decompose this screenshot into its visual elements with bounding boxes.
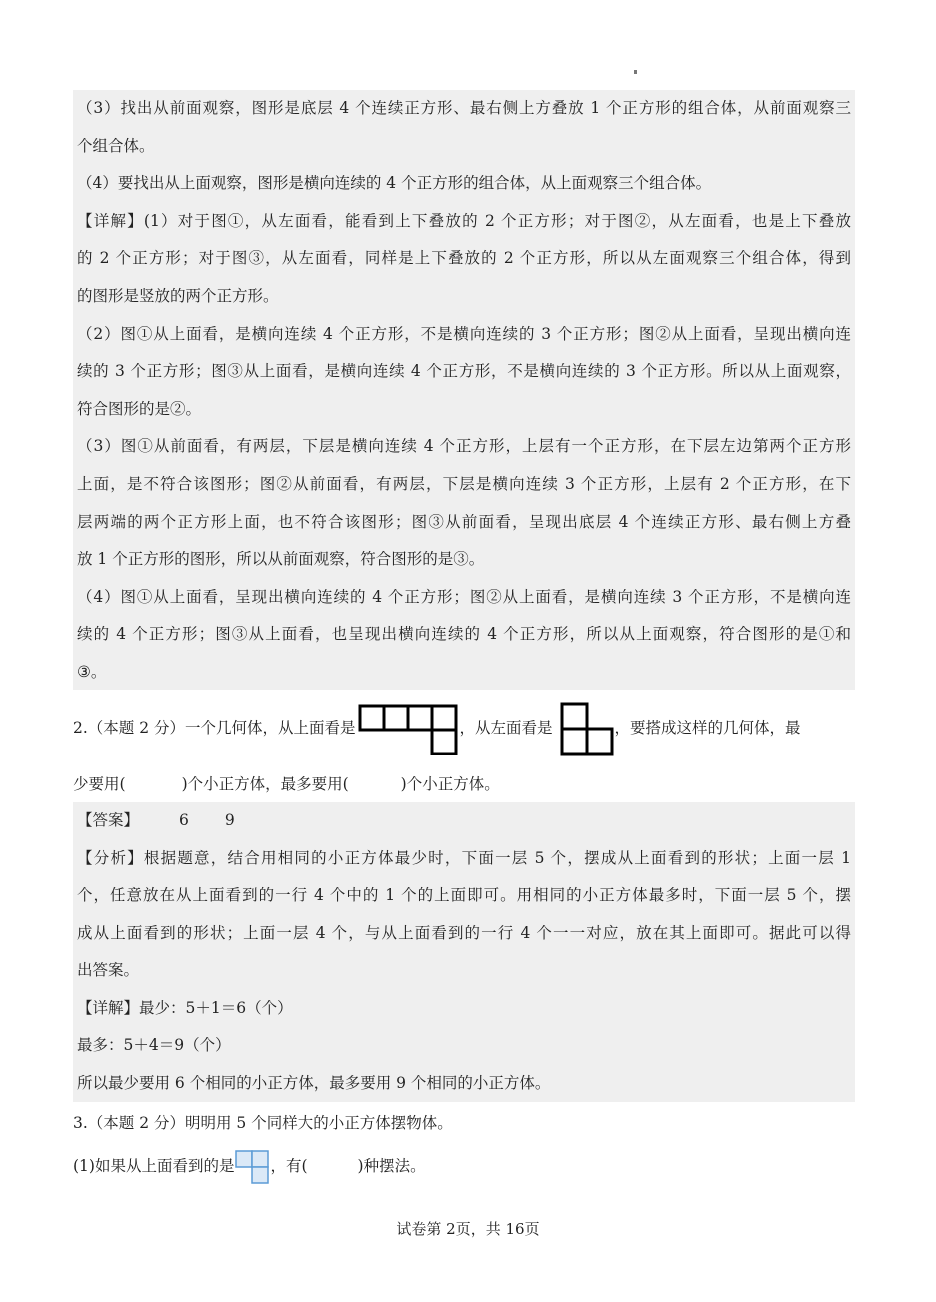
text-line: （4）图①从上面看，呈现出横向连续的 4 个正方形；图②从上面看，是横向连续 3 个正方形，不是横向连 [77,587,851,606]
text-line: 成从上面看到的形状；上面一层 4 个，与从上面看到的一行 4 个一一对应，放在其上面即可。据此可以得 [77,923,851,942]
text-line: 出答案。 [77,961,140,979]
text-line: 个组合体。 [77,136,155,155]
text-line: 【详解】最少：5＋1＝6（个） [77,998,293,1017]
question-2-text-d: 少要用( [73,775,126,793]
text-line: （3）找出从前面观察，图形是底层 4 个连续正方形、最右侧上方叠放 1 个正方形的组合体，从前面观察三 [77,99,851,117]
text-line: 最多：5＋4＝9（个） [77,1036,231,1054]
left-view-figure [559,701,615,757]
text-line: 续的 4 个正方形；图③从上面看，也呈现出横向连续的 4 个正方形，所以从上面观察，符合图形的是①和 [77,625,851,644]
stray-mark [634,70,637,74]
question-2-text-a: 2.（本题 2 分）一个几何体，从上面看是 [73,719,356,737]
text-line: 所以最少要用 6 个相同的小正方体，最多要用 9 个相同的小正方体。 [77,1073,551,1092]
question-3-text-a: (1)如果从上面看到的是 [73,1157,235,1175]
question-3-title: 3.（本题 2 分）明明用 5 个同样大的小正方体摆物体。 [73,1114,453,1132]
text-line: 【分析】根据题意，结合用相同的小正方体最少时，下面一层 5 个，摆成从上面看到的形状；上面一层 1 [77,848,851,867]
answer-label: 【答案】 [77,811,140,829]
question-2-line-1 [73,700,855,756]
question-2-text-f: )个小正方体。 [400,775,500,793]
question-2-text-c: ，要搭成这样的几何体，最 [614,719,801,737]
text-line: 【详解】(1）对于图①，从左面看，能看到上下叠放的 2 个正方形；对于图②，从左面看，也是上下叠放 [77,211,851,230]
question-2-line-2 [73,766,855,802]
solution-box-2 [73,802,855,1102]
text-line: 放 1 个正方形的图形，所以从前面观察，符合图形的是③。 [77,550,485,569]
text-line: （4）要找出从上面观察，图形是横向连续的 4 个正方形的组合体，从上面观察三个组合体。 [77,174,712,193]
question-3-text-c: )种摆法。 [357,1157,426,1175]
text-line: 的 2 个正方形；对于图③，从左面看，同样是上下叠放的 2 个正方形，所以从左面观察三个组合体，得到 [77,249,851,268]
text-line: 续的 3 个正方形；图③从上面看，是横向连续 4 个正方形，不是横向连续的 3 个正方形。所以从上面观察， [77,362,851,381]
answer-line [77,802,851,840]
text-line: 的图形是竖放的两个正方形。 [77,286,279,305]
text-line: 符合图形的是②。 [77,399,202,418]
text-line: （2）图①从上面看，是横向连续 4 个正方形，不是横向连续的 3 个正方形；图②从上面看，呈现出横向连 [77,324,851,343]
top-view-small-figure [234,1149,270,1185]
question-3-sub-1 [73,1146,855,1186]
question-2-text-b: ，从左面看是 [459,719,553,737]
text-line: （3）图①从前面看，有两层，下层是横向连续 4 个正方形，上层有一个正方形，在下层左边第两个正方形 [77,437,851,456]
text-line: 层两端的两个正方形上面，也不符合该图形；图③从前面看，呈现出底层 4 个连续正方形、最右侧上方叠 [77,512,851,531]
page-footer: 试卷第 2页，共 16页 [396,1220,540,1238]
text-line: 上面，是不符合该图形；图②从前面看，有两层，下层是横向连续 3 个正方形，上层有 2 个正方形，在下 [77,474,851,493]
answer-value-2: 9 [224,811,235,829]
top-view-figure [358,703,458,755]
question-3-text-b: ，有( [270,1157,308,1175]
question-2-text-e: )个小正方体，最多要用( [181,775,349,793]
answer-value-1: 6 [179,811,189,829]
solution-box-1 [73,90,855,690]
text-line: ③。 [77,662,107,681]
text-line: 个，任意放在从上面看到的一行 4 个中的 1 个的上面即可。用相同的小正方体最多时，下面一层 5 个，摆 [77,886,851,904]
